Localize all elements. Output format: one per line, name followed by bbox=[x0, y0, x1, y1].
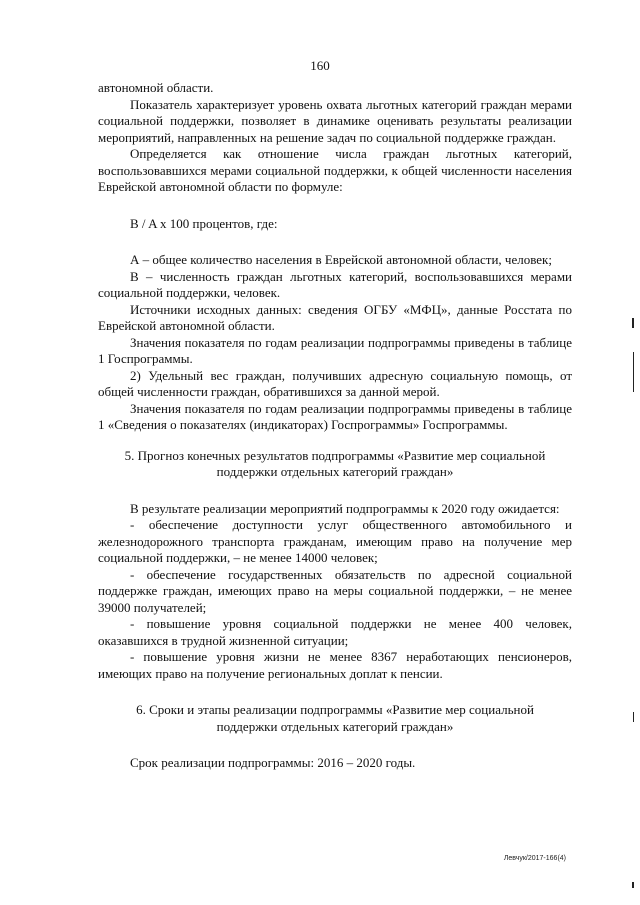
document-body bbox=[98, 80, 572, 772]
list-item-transport: - обеспечение доступности услуг общественного автомобильного и железнодорожного транспорта гражданам, имеющим право на получение мер социальной поддержки, – не менее 14000 человек; bbox=[98, 517, 572, 565]
scan-edge-mark bbox=[633, 352, 634, 392]
paragraph-indicator-description: Показатель характеризует уровень охвата льготных категорий граждан мерами социальной поддержки, позволяет в динамике оценивать результаты реализации мероприятий, направленных на решение задач по социальной поддержке граждан. bbox=[98, 96, 572, 145]
list-item-state-obligations: - обеспечение государственных обязательств по адресной социальной поддержке граждан, имеющих право на меры социальной поддержки, – не менее 39000 получателей; bbox=[98, 566, 572, 615]
list-item-living-standard: - повышение уровня жизни не менее 8367 неработающих пенсионеров, имеющих право на получение региональных доплат к пенсии. bbox=[98, 649, 572, 681]
paragraph-formula-intro: Определяется как отношение числа граждан льготных категорий, воспользовавшихся мерами социальной поддержки, к общей численности населения Еврейской автономной области по формуле: bbox=[98, 146, 572, 194]
scan-edge-mark bbox=[632, 318, 634, 328]
paragraph-definition-a: А – общее количество населения в Еврейской автономной области, человек; bbox=[130, 252, 552, 267]
page-number: 160 bbox=[310, 58, 330, 73]
document-code: Левчук/2017-166(4) bbox=[503, 855, 566, 862]
paragraph-expected-results: В результате реализации мероприятий подпрограммы к 2020 году ожидается: bbox=[130, 500, 560, 516]
paragraph-data-sources: Источники исходных данных: сведения ОГБУ «МФЦ», данные Росстата по Еврейской автономной области. bbox=[98, 301, 572, 333]
paragraph-continuation: автономной области. bbox=[98, 80, 214, 95]
list-item-support-level: - повышение уровня социальной поддержки не менее 400 человек, оказавшихся в трудной жизненной ситуации; bbox=[98, 616, 572, 648]
paragraph-indicator-2: 2) Удельный вес граждан, получивших адресную социальную помощь, от общей численности граждан, обратившихся за данной мерой. bbox=[98, 367, 572, 399]
scan-edge-mark bbox=[632, 882, 634, 888]
paragraph-values-table: Значения показателя по годам реализации подпрограммы приведены в таблице 1 Госпрограммы. bbox=[98, 334, 572, 366]
formula: B / A x 100 процентов, где: bbox=[130, 215, 278, 231]
scan-edge-mark bbox=[633, 712, 634, 722]
section-heading-6: 6. Сроки и этапы реализации подпрограммы «Развитие мер социальной поддержки отдельных категорий граждан» bbox=[136, 702, 534, 734]
paragraph-definition-b: В – численность граждан льготных категорий, воспользовавшихся мерами социальной поддержки, человек. bbox=[98, 268, 572, 300]
paragraph-implementation-period: Срок реализации подпрограммы: 2016 – 2020 годы. bbox=[130, 755, 416, 770]
section-heading-5: 5. Прогноз конечных результатов подпрограммы «Развитие мер социальной поддержки отдельных категорий граждан» bbox=[124, 447, 546, 479]
paragraph-values-table-2: Значения показателя по годам реализации подпрограммы приведены в таблице 1 «Сведения о показателях (индикаторах) Госпрограммы» Госпрограммы. bbox=[98, 400, 572, 432]
